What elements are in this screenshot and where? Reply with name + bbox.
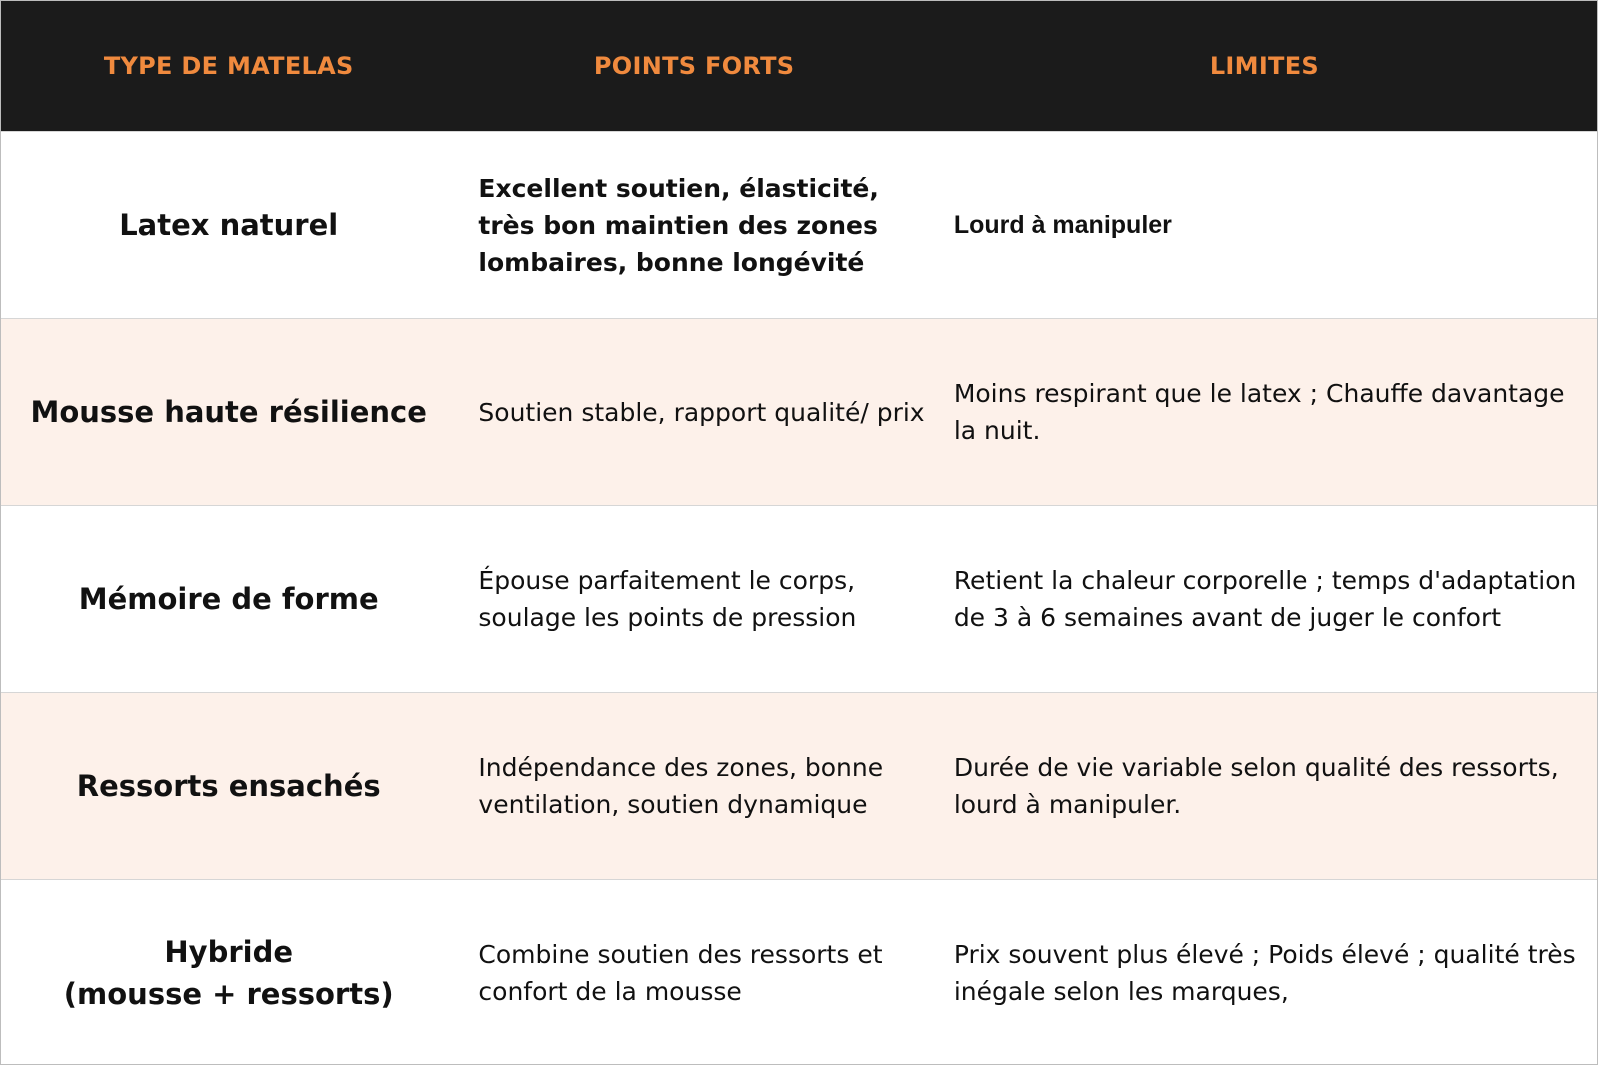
strengths-cell	[456, 749, 931, 823]
strengths-cell	[456, 562, 931, 636]
limits-text: Retient la chaleur corporelle ; temps d'adaptation de 3 à 6 semaines avant de juger le confort	[953, 566, 1577, 632]
limits-cell	[932, 749, 1597, 823]
strengths-text: Combine soutien des ressorts et confort de la mousse	[478, 940, 883, 1006]
table-header	[1, 1, 1597, 131]
type-label-line1: Hybride	[164, 935, 293, 969]
header-limits: LIMITES	[1209, 52, 1319, 80]
type-cell	[1, 765, 456, 807]
strengths-text: Épouse parfaitement le corps, soulage les points de pression	[478, 566, 857, 632]
type-label: Ressorts ensachés	[76, 769, 381, 803]
header-strengths: POINTS FORTS	[593, 52, 795, 80]
type-label: Mousse haute résilience	[30, 395, 427, 429]
type-cell	[1, 391, 456, 433]
header-type: TYPE DE MATELAS	[103, 52, 354, 80]
type-label-line2: (mousse + ressorts)	[63, 977, 394, 1011]
limits-text: Durée de vie variable selon qualité des ressorts, lourd à manipuler.	[953, 753, 1559, 819]
limits-cell	[932, 375, 1597, 449]
table-row	[1, 505, 1597, 692]
strengths-cell	[456, 936, 931, 1010]
type-label: Mémoire de forme	[78, 582, 379, 616]
table-row	[1, 692, 1597, 879]
type-cell	[1, 578, 456, 620]
limits-text: Moins respirant que le latex ; Chauffe davantage la nuit.	[953, 379, 1565, 445]
limits-text: Lourd à manipuler	[953, 210, 1172, 239]
type-cell	[1, 931, 456, 1015]
strengths-text: Excellent soutien, élasticité, très bon maintien des zones lombaires, bonne longévité	[478, 173, 879, 277]
table-row	[1, 131, 1597, 318]
strengths-cell	[456, 170, 931, 281]
strengths-cell	[456, 394, 931, 431]
table-row	[1, 879, 1597, 1066]
table-row	[1, 318, 1597, 505]
limits-cell	[932, 936, 1597, 1010]
strengths-text: Indépendance des zones, bonne ventilation, soutien dynamique	[478, 753, 884, 819]
limits-text: Prix souvent plus élevé ; Poids élevé ; qualité très inégale selon les marques,	[953, 940, 1576, 1006]
type-label: Latex naturel	[119, 208, 339, 242]
limits-cell	[932, 562, 1597, 636]
limits-cell	[932, 207, 1597, 244]
type-cell	[1, 204, 456, 246]
strengths-text: Soutien stable, rapport qualité/ prix	[478, 397, 925, 427]
